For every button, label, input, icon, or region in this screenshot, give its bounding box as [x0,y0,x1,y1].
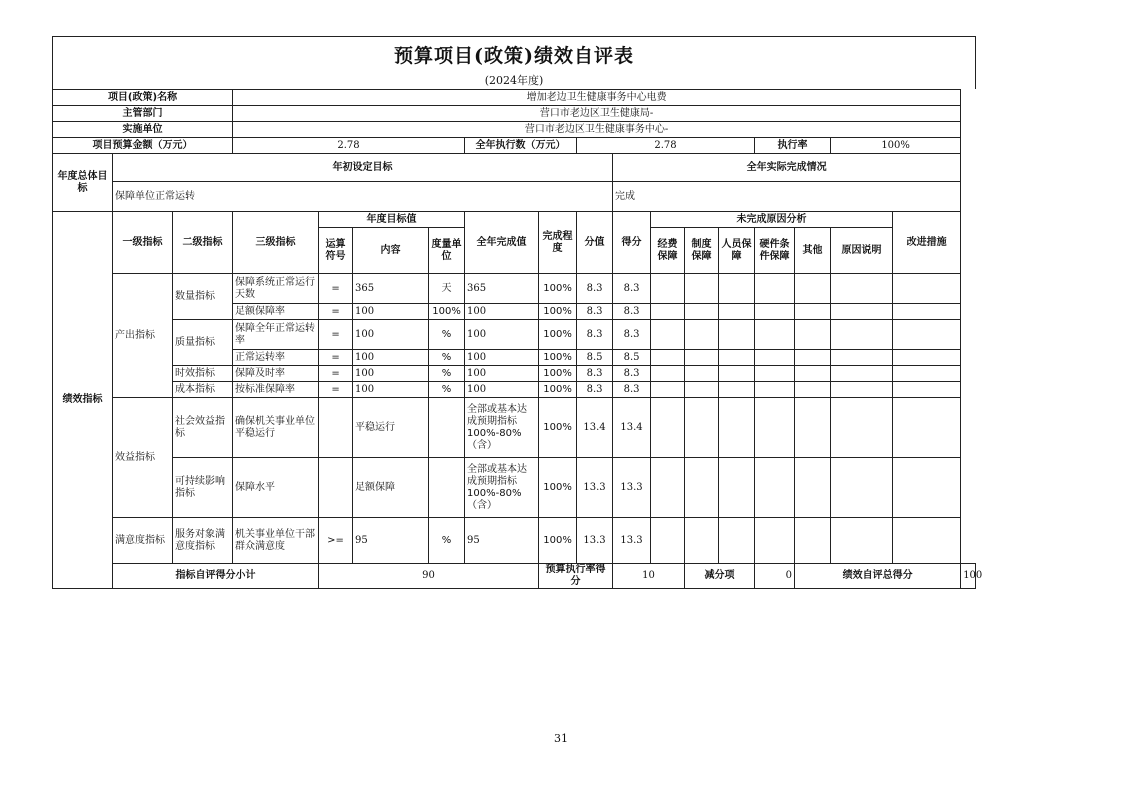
indicator-unit [429,398,465,458]
indicator-value: 8.3 [577,304,613,320]
indicators-section-label: 绩效指标 [53,212,113,589]
info-row-unit [53,122,976,138]
goals-actual-header: 全年实际完成情况 [613,154,961,182]
header-operator: 运算符号 [319,228,353,274]
indicator-name: 确保机关事业单位平稳运行 [233,398,319,458]
indicator-value: 8.3 [577,366,613,382]
indicator-actual: 100 [465,350,539,366]
indicator-name: 保障水平 [233,458,319,518]
info-row-project [53,90,976,106]
table-row [53,382,976,398]
sub-quality: 质量指标 [173,320,233,366]
indicator-score: 8.3 [613,382,651,398]
goals-value-row [53,182,976,212]
sub-timeliness: 时效指标 [173,366,233,382]
deduction-label: 减分项 [685,564,755,589]
indicator-score: 8.3 [613,366,651,382]
goals-plan-header: 年初设定目标 [113,154,613,182]
indicator-op: >= [319,518,353,564]
indicator-op [319,458,353,518]
indicator-score: 8.3 [613,320,651,350]
project-name-value: 增加老边卫生健康事务中心电费 [233,90,961,106]
indicator-content: 足额保障 [353,458,429,518]
indicator-op: = [319,350,353,366]
indicator-name: 按标准保障率 [233,382,319,398]
indicator-header-row-1 [53,212,976,228]
indicator-value: 8.3 [577,320,613,350]
dept-value: 营口市老边区卫生健康局- [233,106,961,122]
executed-value: 2.78 [577,138,755,154]
indicator-name: 正常运转率 [233,350,319,366]
indicator-content: 平稳运行 [353,398,429,458]
header-content: 内容 [353,228,429,274]
group-effect: 效益指标 [113,398,173,518]
indicator-name: 保障及时率 [233,366,319,382]
indicator-content: 100 [353,366,429,382]
indicator-completion: 100% [539,398,577,458]
budget-value: 2.78 [233,138,465,154]
indicator-content: 100 [353,304,429,320]
form-year: (2024年度) [52,71,976,89]
indicator-actual: 100 [465,320,539,350]
budget-score-value: 10 [613,564,685,589]
indicator-value: 13.3 [577,518,613,564]
indicator-completion: 100% [539,518,577,564]
indicator-score: 8.3 [613,304,651,320]
info-row-budget [53,138,976,154]
budget-score-label: 预算执行率得分 [539,564,613,589]
indicator-actual: 100 [465,382,539,398]
indicator-actual: 全部或基本达成预期指标100%-80%（含） [465,458,539,518]
header-improve: 改进措施 [893,212,961,274]
header-completion: 完成程度 [539,212,577,274]
budget-label: 项目预算金额（万元） [53,138,233,154]
header-actual: 全年完成值 [465,212,539,274]
group-satisfaction: 满意度指标 [113,518,173,564]
indicator-completion: 100% [539,320,577,350]
header-annual-target: 年度目标值 [319,212,465,228]
unit-value: 营口市老边区卫生健康事务中心- [233,122,961,138]
indicator-unit: % [429,366,465,382]
table-row [53,274,976,304]
indicator-value: 8.3 [577,274,613,304]
indicator-content: 365 [353,274,429,304]
indicator-value: 13.4 [577,398,613,458]
form-title: 预算项目(政策)绩效自评表 [52,36,976,71]
executed-label: 全年执行数（万元） [465,138,577,154]
indicator-content: 100 [353,382,429,398]
table-row [53,366,976,382]
table-row [53,398,976,458]
footer-row [53,564,976,589]
header-reason-other: 其他 [795,228,831,274]
indicator-completion: 100% [539,350,577,366]
page-number: 31 [554,732,568,745]
indicator-op: = [319,274,353,304]
goals-actual-value: 完成 [613,182,961,212]
indicator-unit: % [429,320,465,350]
header-reason-funding: 经费保障 [651,228,685,274]
indicator-score: 13.3 [613,518,651,564]
indicator-value: 8.3 [577,382,613,398]
subtotal-value: 90 [319,564,539,589]
indicator-score: 8.3 [613,274,651,304]
indicator-actual: 95 [465,518,539,564]
indicator-unit: % [429,382,465,398]
table-row [53,518,976,564]
dept-label: 主管部门 [53,106,233,122]
indicator-actual: 全部或基本达成预期指标100%-80%（含） [465,398,539,458]
indicator-name: 足额保障率 [233,304,319,320]
indicator-completion: 100% [539,366,577,382]
indicator-op [319,398,353,458]
evaluation-table [52,89,983,589]
project-name-label: 项目(政策)名称 [53,90,233,106]
indicator-score: 8.5 [613,350,651,366]
indicator-content: 100 [353,320,429,350]
indicator-op: = [319,366,353,382]
group-output: 产出指标 [113,274,173,398]
evaluation-form [52,36,983,589]
header-score-value: 分值 [577,212,613,274]
indicator-name: 保障全年正常运转率 [233,320,319,350]
subtotal-label: 指标自评得分小计 [113,564,319,589]
total-label: 绩效自评总得分 [795,564,961,589]
unit-label: 实施单位 [53,122,233,138]
header-level2: 二级指标 [173,212,233,274]
deduction-value: 0 [755,564,795,589]
indicator-completion: 100% [539,304,577,320]
sub-quantity: 数量指标 [173,274,233,320]
sub-cost: 成本指标 [173,382,233,398]
indicator-actual: 100 [465,366,539,382]
header-reason-note: 原因说明 [831,228,893,274]
header-level1: 一级指标 [113,212,173,274]
sub-social: 社会效益指标 [173,398,233,458]
indicator-completion: 100% [539,382,577,398]
total-value: 100 [961,564,976,589]
header-reason-system: 制度保障 [685,228,719,274]
indicator-name: 机关事业单位干部群众满意度 [233,518,319,564]
indicator-op: = [319,320,353,350]
rate-value: 100% [831,138,961,154]
rate-label: 执行率 [755,138,831,154]
header-reason-hardware: 硬件条件保障 [755,228,795,274]
indicator-unit: % [429,350,465,366]
indicator-unit [429,458,465,518]
indicator-unit: % [429,518,465,564]
indicator-score: 13.3 [613,458,651,518]
header-level3: 三级指标 [233,212,319,274]
info-row-dept [53,106,976,122]
indicator-content: 95 [353,518,429,564]
indicator-name: 保障系统正常运行天数 [233,274,319,304]
indicator-completion: 100% [539,274,577,304]
indicator-unit: 100% [429,304,465,320]
indicator-value: 8.5 [577,350,613,366]
table-row [53,320,976,350]
header-reason-staff: 人员保障 [719,228,755,274]
indicator-op: = [319,304,353,320]
indicator-actual: 100 [465,304,539,320]
goals-header-row [53,154,976,182]
table-row [53,458,976,518]
indicator-value: 13.3 [577,458,613,518]
indicator-op: = [319,382,353,398]
indicator-actual: 365 [465,274,539,304]
indicator-unit: 天 [429,274,465,304]
goals-plan-value: 保障单位正常运转 [113,182,613,212]
header-score: 得分 [613,212,651,274]
header-reason-group: 未完成原因分析 [651,212,893,228]
indicator-content: 100 [353,350,429,366]
sub-service: 服务对象满意度指标 [173,518,233,564]
sub-sustain: 可持续影响指标 [173,458,233,518]
indicator-score: 13.4 [613,398,651,458]
header-unit: 度量单位 [429,228,465,274]
indicator-completion: 100% [539,458,577,518]
goals-label: 年度总体目标 [53,154,113,212]
